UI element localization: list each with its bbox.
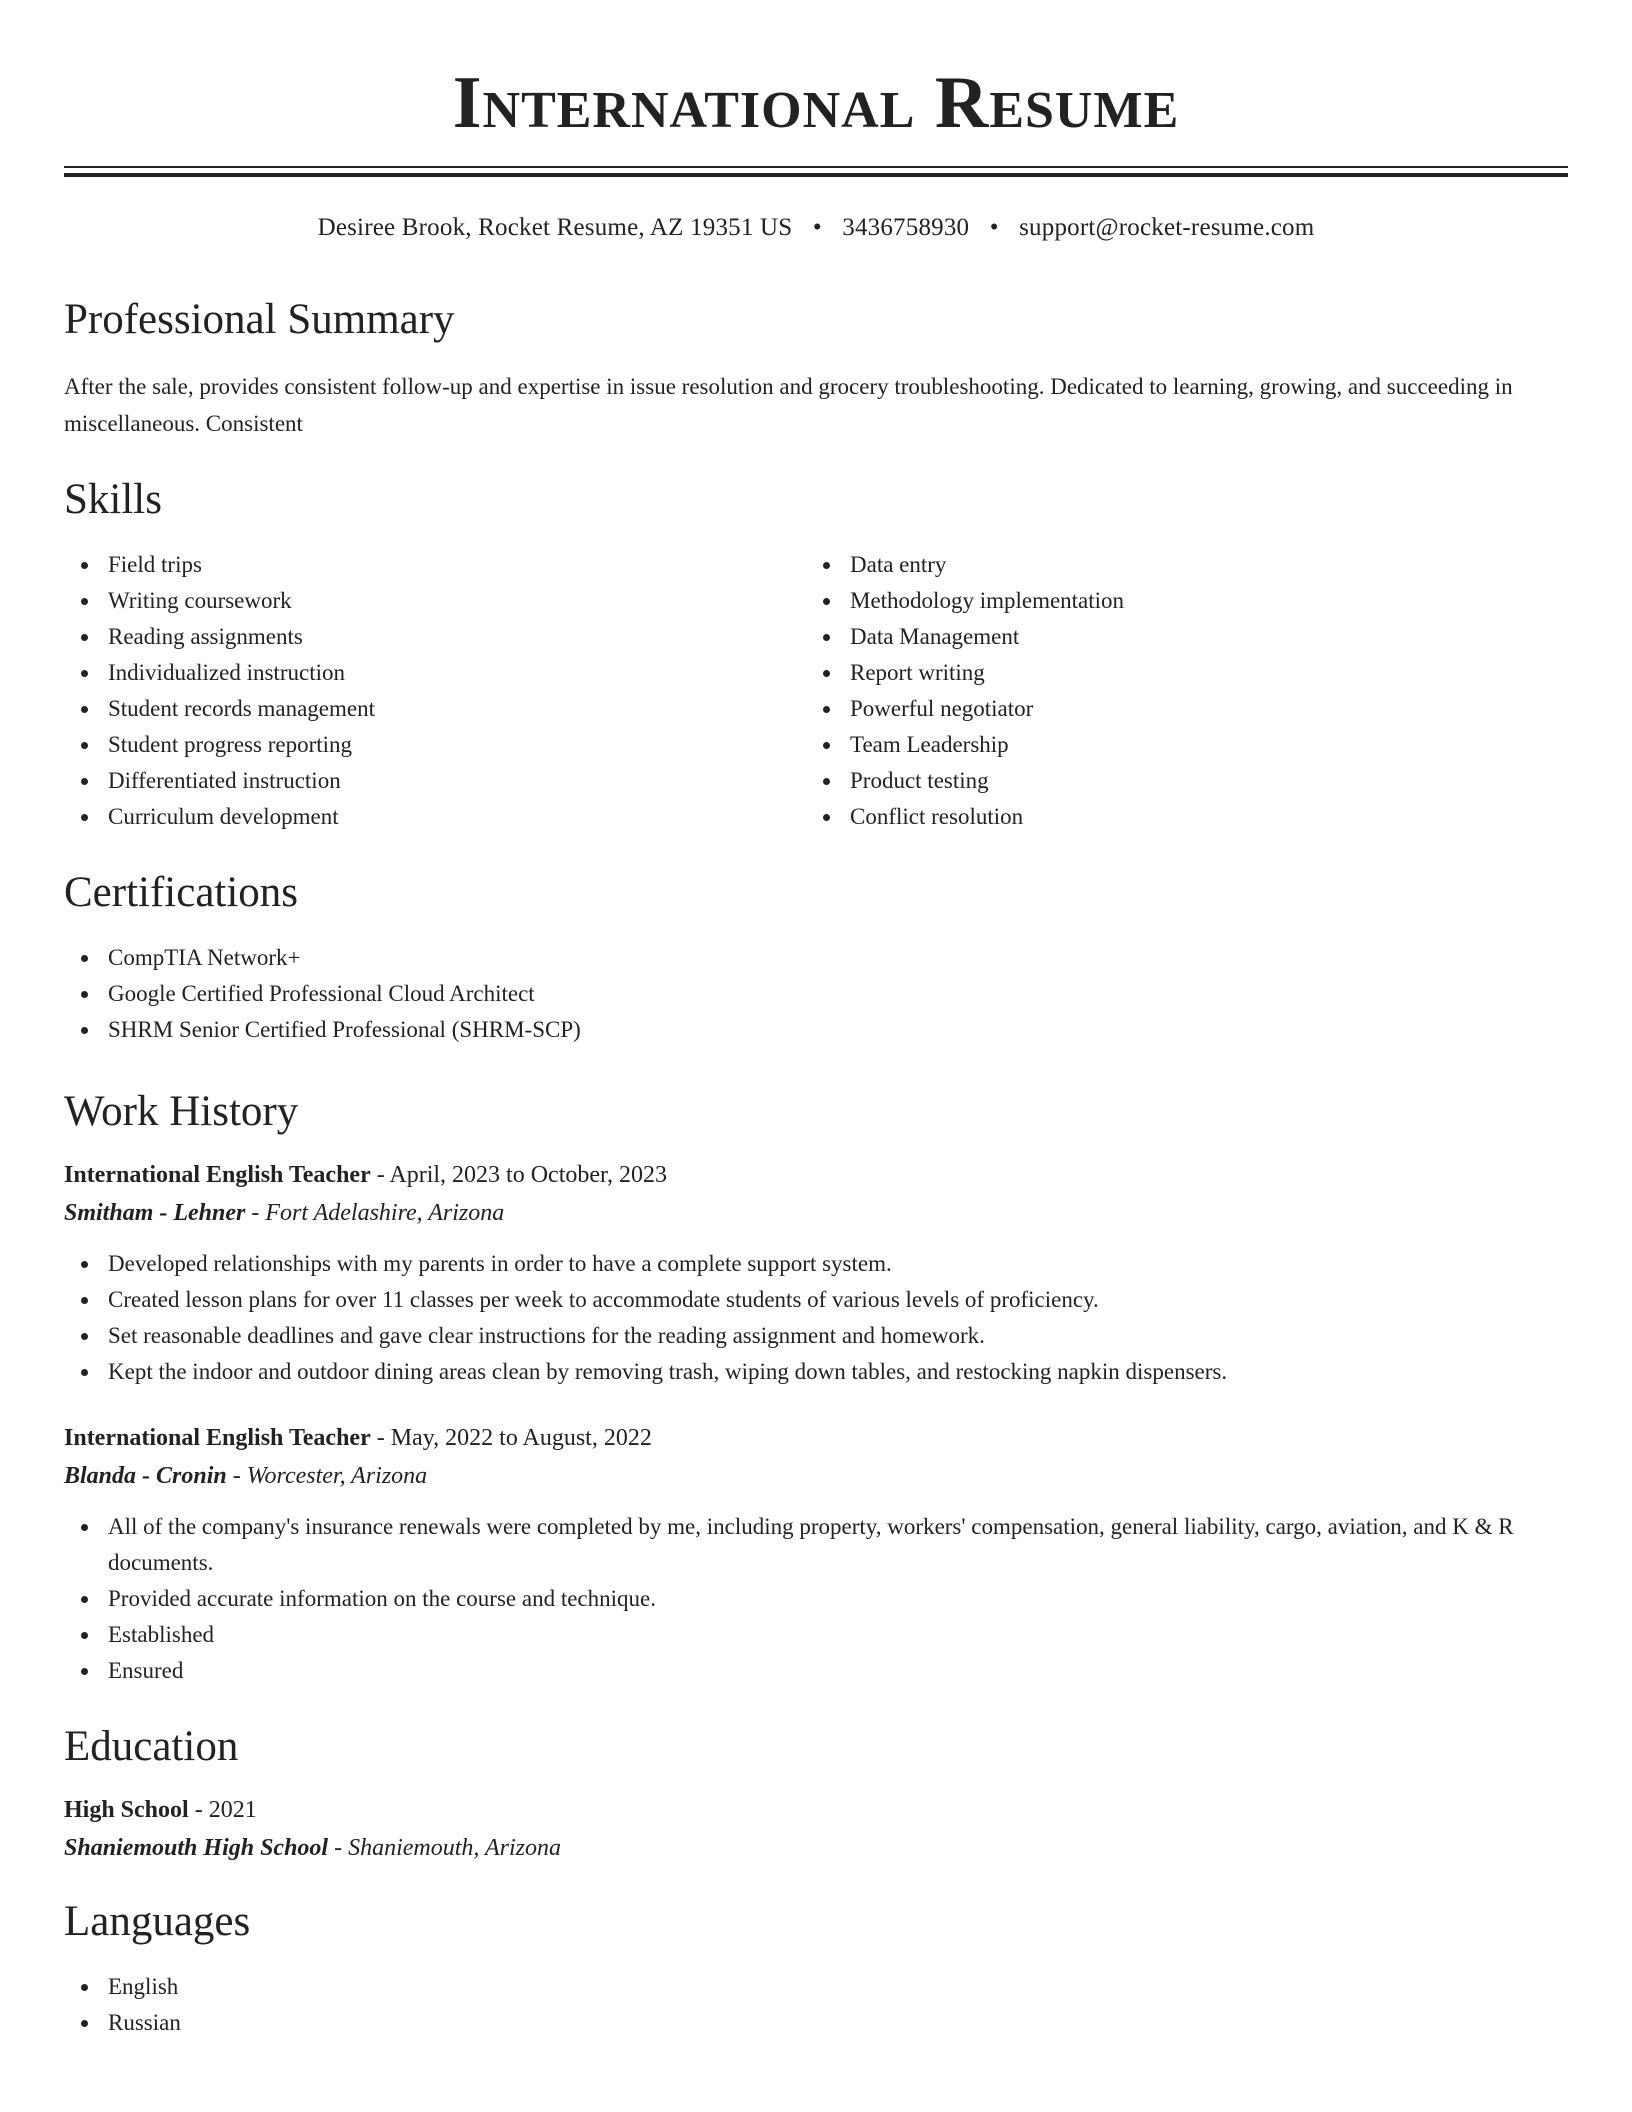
job-duty-item: Developed relationships with my parents in order to have a complete support system. — [64, 1246, 1568, 1282]
job-title-line — [64, 1426, 1568, 1450]
job-dates: - May, 2022 to August, 2022 — [370, 1425, 652, 1451]
job-duty-item: Set reasonable deadlines and gave clear instructions for the reading assignment and homework. — [64, 1318, 1568, 1354]
skills-heading: Skills — [64, 476, 162, 523]
education-school-line — [64, 1836, 1568, 1860]
contact-line — [64, 215, 1568, 240]
job-entry — [64, 1163, 1568, 1390]
skills-list-left — [64, 547, 806, 835]
contact-separator: • — [989, 214, 999, 241]
education-school: Shaniemouth High School — [64, 1835, 329, 1861]
job-company-line — [64, 1201, 1568, 1225]
education-degree: High School — [64, 1797, 189, 1823]
skill-item: Methodology implementation — [806, 583, 1548, 619]
languages-heading: Languages — [64, 1898, 251, 1945]
job-duty-item: All of the company's insurance renewals were completed by me, including property, workers' compensation, general liability, cargo, aviation, and K & R documents. — [64, 1509, 1568, 1581]
skill-item: Team Leadership — [806, 727, 1548, 763]
job-location: - Worcester, Arizona — [226, 1463, 428, 1489]
job-company-line — [64, 1464, 1568, 1488]
job-company: Smitham - Lehner — [64, 1200, 246, 1226]
skill-item: Individualized instruction — [64, 655, 806, 691]
skill-item: Student records management — [64, 691, 806, 727]
job-dates: - April, 2023 to October, 2023 — [370, 1162, 668, 1188]
certifications-heading: Certifications — [64, 869, 299, 916]
skills-grid — [64, 547, 1568, 835]
language-item: Russian — [64, 2005, 1568, 2041]
summary-heading: Professional Summary — [64, 296, 455, 343]
skill-item: Product testing — [806, 763, 1548, 799]
job-duty-item: Ensured — [64, 1653, 1568, 1689]
certification-item: CompTIA Network+ — [64, 940, 1568, 976]
summary-text: After the sale, provides consistent follow-up and expertise in issue resolution and grocery troubleshooting. Dedicated to learning, growing, and succeeding in miscellaneous. Consistent — [64, 374, 1513, 436]
job-title: International English Teacher — [64, 1162, 371, 1188]
skill-item: Report writing — [806, 655, 1548, 691]
title-divider-thick — [64, 173, 1568, 177]
skill-item: Powerful negotiator — [806, 691, 1548, 727]
education-year: - 2021 — [188, 1797, 257, 1823]
job-duty-item: Created lesson plans for over 11 classes per week to accommodate students of various levels of proficiency. — [64, 1282, 1568, 1318]
job-duty-item: Established — [64, 1617, 1568, 1653]
skills-list-right — [806, 547, 1548, 835]
skill-item: Differentiated instruction — [64, 763, 806, 799]
language-item: English — [64, 1969, 1568, 2005]
skill-item: Writing coursework — [64, 583, 806, 619]
skill-item: Data Management — [806, 619, 1548, 655]
skill-item: Reading assignments — [64, 619, 806, 655]
job-duties — [64, 1246, 1568, 1390]
contact-phone: 3436758930 — [842, 214, 970, 241]
job-duty-item: Provided accurate information on the course and technique. — [64, 1581, 1568, 1617]
skill-item: Field trips — [64, 547, 806, 583]
job-duty-item: Kept the indoor and outdoor dining areas clean by removing trash, wiping down tables, and restocking napkin dispensers. — [64, 1354, 1568, 1390]
job-title-line — [64, 1163, 1568, 1187]
job-title: International English Teacher — [64, 1425, 371, 1451]
job-location: - Fort Adelashire, Arizona — [245, 1200, 505, 1226]
job-entry — [64, 1426, 1568, 1689]
contact-address: Desiree Brook, Rocket Resume, AZ 19351 US — [317, 214, 793, 241]
certification-item: SHRM Senior Certified Professional (SHRM-SCP) — [64, 1012, 1568, 1048]
skill-item: Conflict resolution — [806, 799, 1548, 835]
title-divider-thin — [64, 166, 1568, 168]
job-company: Blanda - Cronin — [64, 1463, 227, 1489]
job-duties — [64, 1509, 1568, 1689]
contact-email: support@rocket-resume.com — [1019, 214, 1315, 241]
skill-item: Student progress reporting — [64, 727, 806, 763]
skill-item: Data entry — [806, 547, 1548, 583]
education-heading: Education — [64, 1723, 239, 1770]
resume-title: International Resume — [452, 62, 1180, 144]
skill-item: Curriculum development — [64, 799, 806, 835]
certifications-list — [64, 940, 1568, 1048]
contact-separator: • — [812, 214, 822, 241]
education-degree-line — [64, 1798, 1568, 1822]
work-history-heading: Work History — [64, 1088, 299, 1135]
education-location: - Shaniemouth, Arizona — [328, 1835, 561, 1861]
certification-item: Google Certified Professional Cloud Architect — [64, 976, 1568, 1012]
languages-list — [64, 1969, 1568, 2041]
